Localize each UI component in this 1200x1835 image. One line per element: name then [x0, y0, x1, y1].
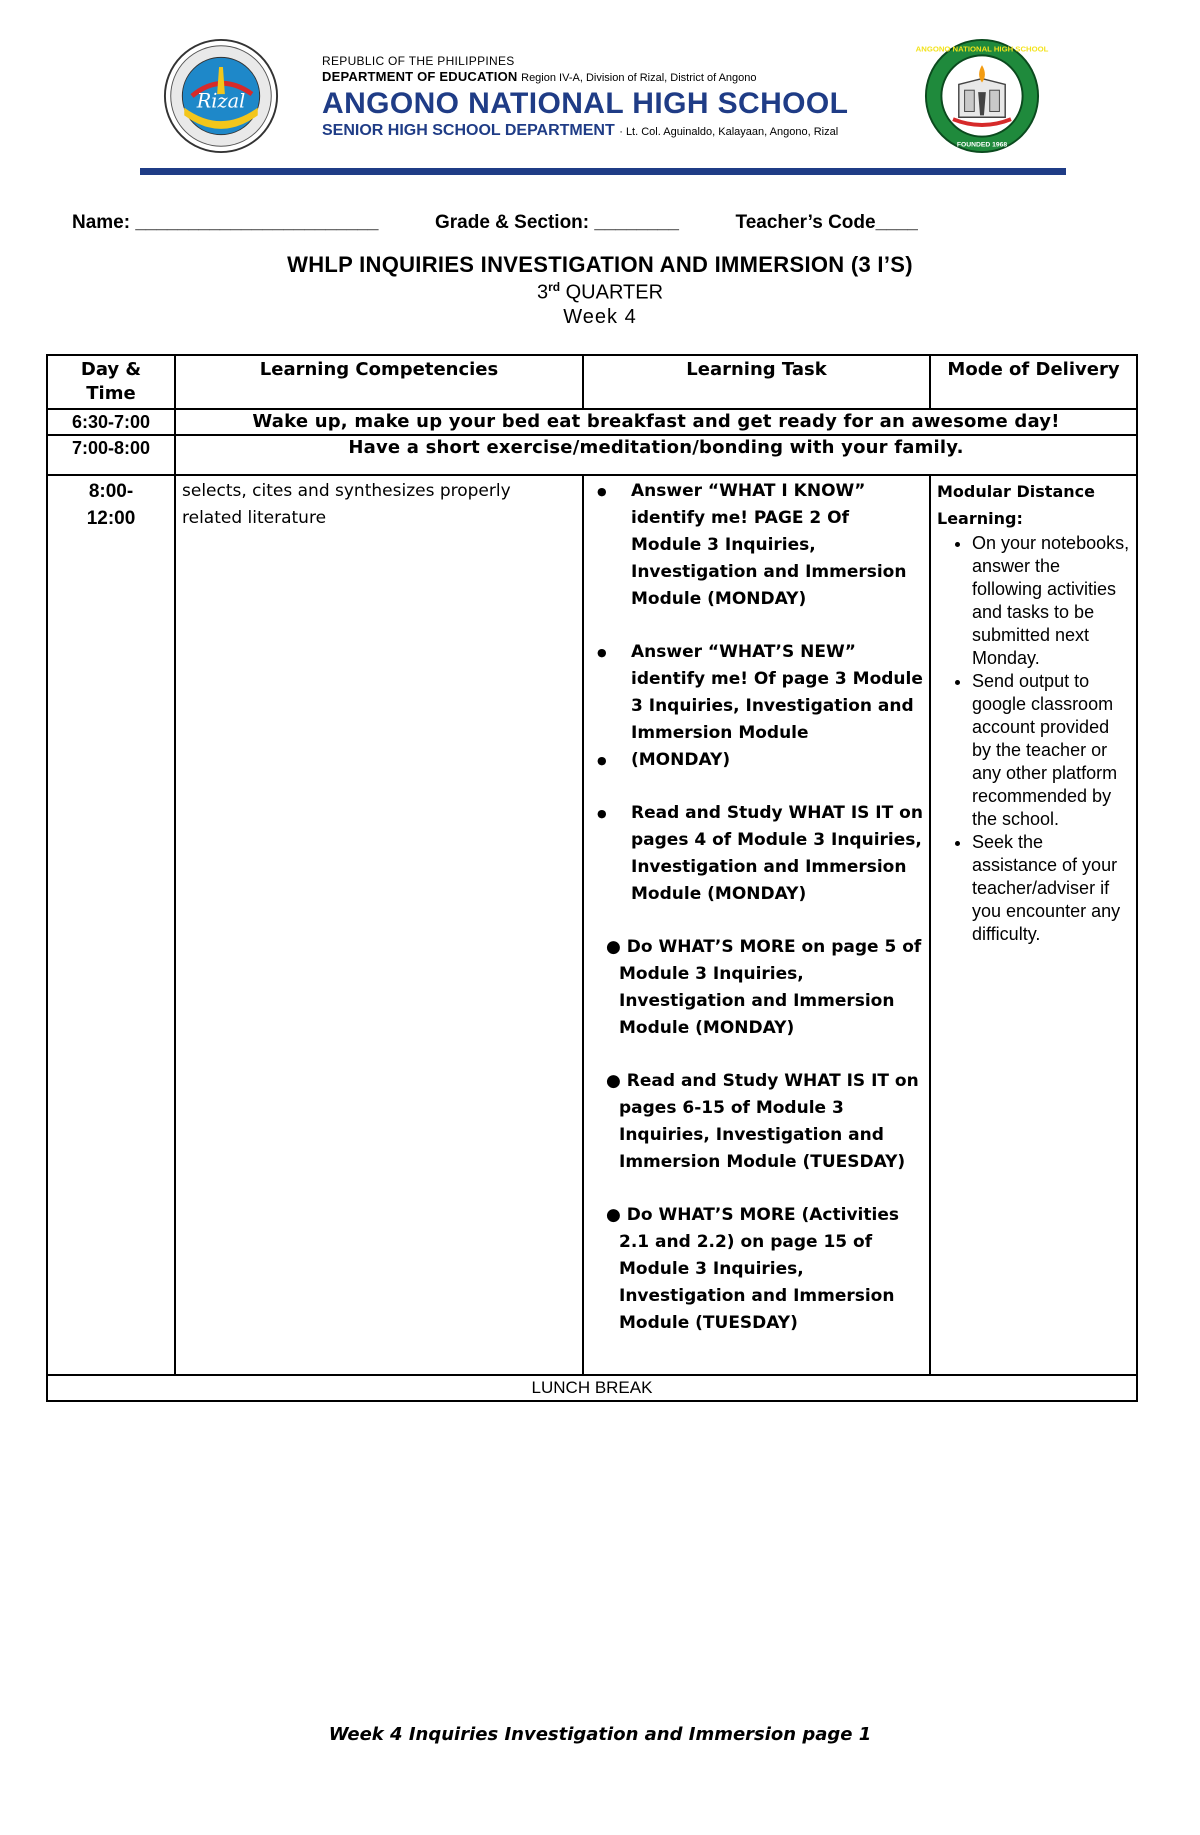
table-row	[47, 409, 1137, 435]
list-item: ● Answer “WHAT I KNOW” identify me! PAGE 2 Of Module 3 Inquiries, Investigation and Immersion Module (MONDAY)	[590, 478, 923, 613]
activity-cell: Have a short exercise/meditation/bonding with your family.	[175, 435, 1137, 475]
shs-line	[322, 121, 942, 142]
list-item: ● Do WHAT’S MORE on page 5 of Module 3 Inquiries, Investigation and Immersion Module (MONDAY)	[606, 937, 922, 1038]
right-logo-text: ANGONO NATIONAL HIGH SCHOOL	[915, 44, 1049, 54]
list-item: • Send output to google classroom account provided by the teacher or any other platform recommended by the school.	[972, 670, 1130, 831]
republic-line: REPUBLIC OF THE PHILIPPINES	[322, 54, 515, 68]
header-divider	[140, 168, 1066, 175]
table-row	[47, 435, 1137, 475]
list-item: • Seek the assistance of your teacher/adviser if you encounter any difficulty.	[972, 831, 1130, 946]
letterhead	[322, 54, 942, 142]
list-item: ● Answer “WHAT’S NEW” identify me! Of page 3 Module 3 Inquiries, Investigation and Immersion Module	[590, 639, 923, 747]
school-name: ANGONO NATIONAL HIGH SCHOOL	[322, 87, 849, 120]
time-cell: 6:30-7:00	[47, 409, 175, 435]
header-day-time: Day & Time	[47, 355, 175, 409]
department-name: DEPARTMENT OF EDUCATION	[322, 69, 518, 84]
region-text: Region IV-A, Division of Rizal, District of Angono	[521, 72, 757, 84]
document-title: WHLP INQUIRIES INVESTIGATION AND IMMERSION (3 I’S)	[287, 252, 913, 277]
list-item: ● (MONDAY)	[590, 747, 923, 774]
week-label: Week 4	[563, 306, 637, 328]
competency-cell: selects, cites and synthesizes properly related literature	[175, 475, 583, 1375]
activity-cell: Wake up, make up your bed eat breakfast and get ready for an awesome day!	[175, 409, 1137, 435]
shs-department: SENIOR HIGH SCHOOL DEPARTMENT	[322, 122, 615, 139]
header-competencies: Learning Competencies	[175, 355, 583, 409]
header-mode-delivery: Mode of Delivery	[930, 355, 1137, 409]
deped-rizal-seal-logo	[163, 38, 279, 154]
left-logo-text: Rizal	[196, 89, 246, 113]
header-learning-task: Learning Task	[583, 355, 930, 409]
school-address: · Lt. Col. Aguinaldo, Kalayaan, Angono, Rizal	[619, 126, 839, 138]
page-footer: Week 4 Inquiries Investigation and Immersion page 1	[328, 1724, 872, 1745]
delivery-heading: Modular Distance Learning:	[937, 482, 1095, 528]
mode-delivery-cell	[930, 475, 1137, 1375]
right-logo-founded: FOUNDED 1968	[956, 141, 1008, 149]
department-line	[322, 68, 942, 87]
teacher-code-field[interactable]: Teacher’s Code____	[735, 212, 918, 233]
quarter-label: 3rd QUARTER	[536, 280, 664, 304]
time-cell: 7:00-8:00	[47, 435, 175, 475]
learning-task-cell	[583, 475, 930, 1375]
lunch-row	[47, 1375, 1137, 1401]
lunch-cell: LUNCH BREAK	[47, 1375, 1137, 1401]
list-item: ● Read and Study WHAT IS IT on pages 6-15 of Module 3 Inquiries, Investigation and Immersion Module (TUESDAY)	[606, 1071, 919, 1172]
table-row	[47, 475, 1137, 1375]
student-info-line	[72, 212, 1132, 234]
list-item: ● Read and Study WHAT IS IT on pages 4 of Module 3 Inquiries, Investigation and Immersion Module (MONDAY)	[590, 800, 923, 908]
table-header-row	[47, 355, 1137, 409]
list-item: • On your notebooks, answer the following activities and tasks to be submitted next Monday.	[972, 532, 1130, 670]
list-item: ● Do WHAT’S MORE (Activities 2.1 and 2.2) on page 15 of Module 3 Inquiries, Investigation and Immersion Module (TUESDAY)	[606, 1205, 899, 1333]
grade-section-field[interactable]: Grade & Section: ________	[434, 212, 679, 233]
name-field[interactable]: Name: _______________________	[72, 212, 379, 233]
weekly-plan-table	[46, 354, 1138, 1402]
main-time-cell: 8:00- 12:00	[47, 475, 175, 1375]
